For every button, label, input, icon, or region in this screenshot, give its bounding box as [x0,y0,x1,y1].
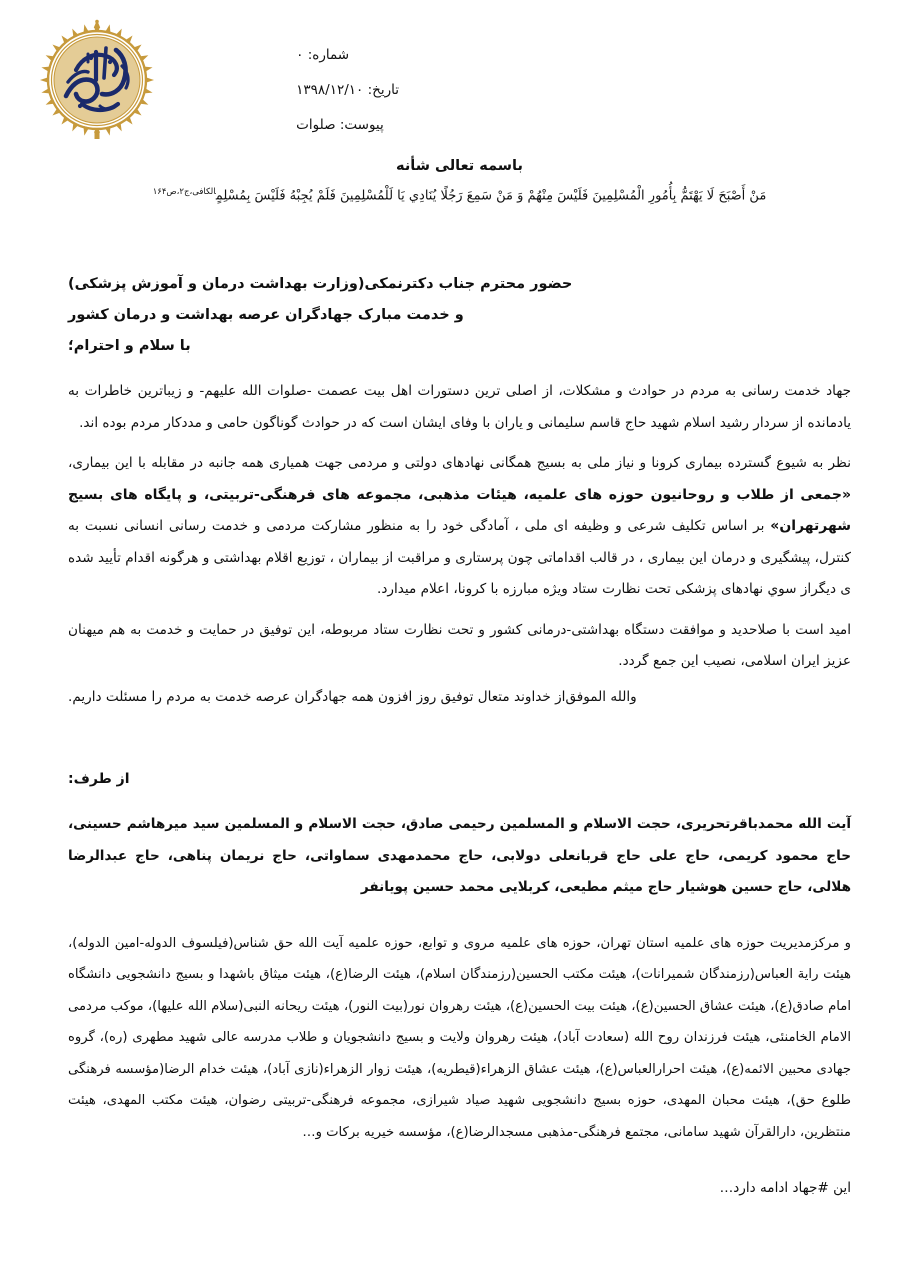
addressee-line-3: با سلام و احترام؛ [68,338,191,355]
body-paragraph-3: امید است با صلاحدید و موافقت دستگاه بهداشتی-درمانی کشور و تحت نظارت ستاد مربوطه، این توفیق در حمایت و خدمت به هم میهنان عزیز ایران اسلامی، نصیب این جمع گردد. [68,621,851,670]
closing-valediction: والله الموفق [565,688,637,705]
letter-body [0,269,919,1196]
letter-date-row [296,73,399,108]
letter-date-value: ۱۳۹۸/۱۲/۱۰ [296,82,364,98]
addressee-block [68,269,851,362]
hadith-text: مَنْ أَصْبَحَ لَا يَهْتَمُّ بِأُمُورِ الْمُسْلِمِينَ فَلَيْسَ مِنْهُمْ وَ مَنْ سَمِعَ رَجُلًا يُنَادِي يَا لَلْمُسْلِمِينَ فَلَمْ يُجِبْهُ فَلَيْسَ بِمُسْلِمٍ [215,188,767,204]
letter-header [0,0,919,150]
letter-number-row [296,38,399,73]
jahad-emblem-logo-icon [38,18,156,142]
participating-groups-quote: «جمعی از طلاب و روحانیون حوزه های علمیه، هیئات مذهبی، مجموعه های فرهنگی-تربیتی، و پایگاه های بسیج شهرتهران» [68,486,851,535]
body-paragraph-1: جهاد خدمت رسانی به مردم در حوادث و مشکلات، از اصلی ترین دستورات اهل بیت عصمت -صلوات الله علیهم- و زیباترین خاطرات به یادمانده از سردار رشید اسلام شهید حاج قاسم سلیمانی و یاران با وفای ایشان است که در حوادث گوناگون حامی و مددکار مردم بوده اند. [68,383,851,431]
letter-date-label: تاریخ: [367,82,399,98]
signatory-names: آیت الله محمدباقرتحریری، حجت الاسلام و المسلمین رحیمی صادق، حجت الاسلام و المسلمین سید میرهاشم حسینی، حاج محمود کریمی، حاج علی حاج قربانعلی دولابی، حاج محمدمهدی سماواتی، حاج نریمان پناهی، حاج عبدالرضا هلالی، حاج حسین هوشیار حاج میثم مطیعی، کربلایی محمد حسین پویانفر [68,816,851,896]
body-paragraph-2-part-2: بر اساس تکلیف شرعی و وظیفه ای ملی ، آمادگی خود را به منظور مشارکت مردمی و خدمت رسانی انسانی نسبت به کنترل، پیشگیری و درمان این بیماری ، در قالب اقداماتی چون پرستاری و مراقبت از بیماران ، توزیع اقلام بهداشتی و هرگونه اقدام تأیید شده ی دیگراز سوي نهادهای پزشکی تحت نظارت ستاد ویژه مبارزه با کرونا، اعلام میدارد. [68,518,851,598]
signatory-organizations: و مرکزمدیریت حوزه های علمیه استان تهران، حوزه های علمیه مروی و توابع، حوزه علمیه آیت الله حق شناس(فیلسوف الدوله-امین الدوله)، هیئت رایة العباس(رزمندگان شمیرانات)، هیئت مکتب الحسین(رزمندگان اسلام)، هیئت الرضا(ع)، هیئت میثاق باشهدا و بسیج دانشجویی دانشگاه امام صادق(ع)، هیئت عشاق الحسین(ع)، هیئت بیت الحسین(ع)، هیئت رهروان نور(بیت النور)، هیئت ریحانه النبی(سلام الله علیها)، موکب مردمی الامام الخامنئی، هیئت فرزندان روح الله (سعادت آباد)، هیئت رهروان ولایت و بسیج دانشجویان و طلاب مدرسه عالی شهید مطهری (ره)، گروه جهادی محبین الائمه(ع)، هیئت احرارالعباس(ع)، هیئت عشاق الزهراء(قیطریه)، هیئت زوار الزهراء(نازی آباد)، هیئت خدام الرضا(مؤسسه فرهنگی طلوع حق)، هیئت محبان المهدی، حوزه بسیج دانشجویی شهید صیاد شیرازی، مجموعه فرهنگی-تربیتی رضوان، هیئت مکتب المهدی، هیئت منتظرین، دارالقرآن شهید سامانی، مجتمع فرهنگی-مذهبی مسجدالرضا(ع)، مؤسسه خیریه برکات و… [68,935,851,1140]
addressee-line-1: حضور محترم جناب دکترنمکی(وزارت بهداشت درمان و آموزش پزشکی) [68,276,573,293]
closing-row [68,682,851,714]
body-paragraph-2 [68,448,851,606]
body-paragraph-2-part-1: نظر به شیوع گسترده بیماری کرونا و نیاز ملی به بسیج همگانی نهادهای دولتی و مردمی جهت همیاری همه جانبه در مقابله با این بیماری، [68,455,851,472]
hashtag-line: این #جهاد ادامه دارد… [719,1180,851,1197]
hadith-line [0,187,919,203]
letter-attachment-value: صلوات [296,117,336,133]
closing-supplication: از خداوند متعال توفیق روز افزون همه جهادگران عرصه خدمت به مردم را مسئلت داریم. [68,688,566,705]
letter-attachment-row [296,108,399,143]
hadith-citation: الکافی،ج۲،ص۱۶۴ [152,187,216,197]
basmalah-line: باسمه تعالی شأنه [396,158,523,174]
addressee-line-2: و خدمت مبارک جهادگران عرصه بهداشت و درمان کشور [68,307,464,324]
from-label: از طرف: [68,771,130,788]
letter-attachment-label: پیوست: [339,117,384,133]
letter-number-value: ۰ [296,47,304,63]
letter-number-label: شماره: [307,47,350,63]
header-meta-block [296,38,399,143]
